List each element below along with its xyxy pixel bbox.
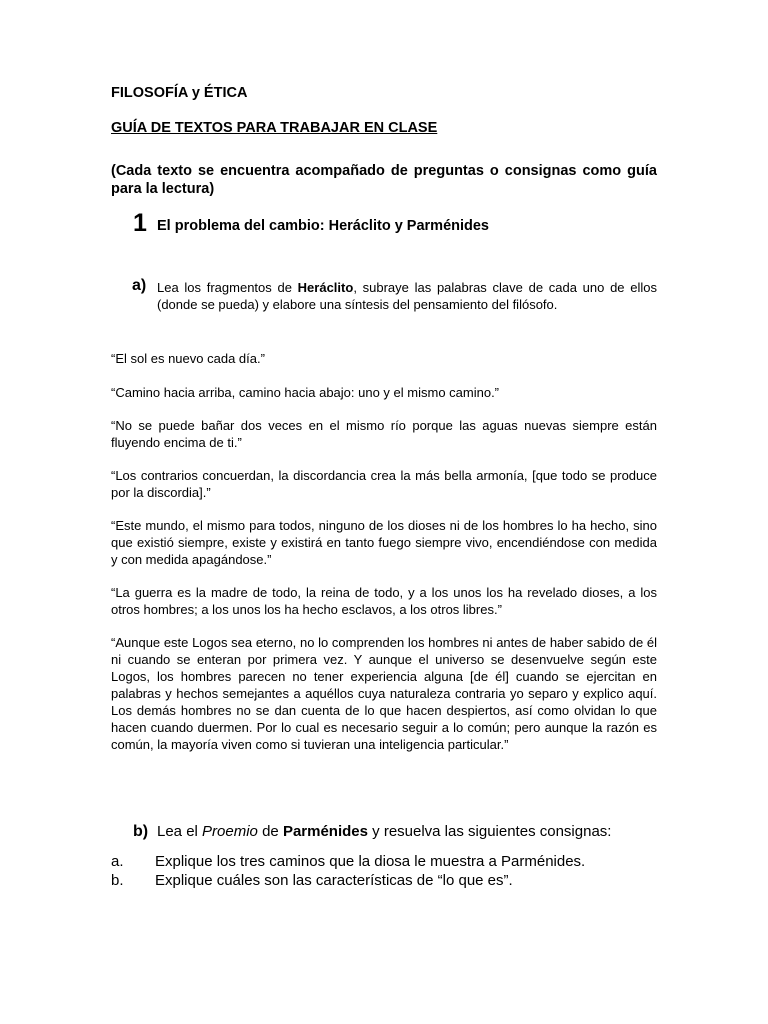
fragment-6: “La guerra es la madre de todo, la reina de todo, y a los unos los ha revelado dioses, a los otros hombres; a los unos los ha hecho esclavos, a los otros libres.” — [111, 585, 657, 617]
section-title: El problema del cambio: Heráclito y Parménides — [157, 218, 489, 234]
question-a-text-after: , subraye las palabras clave de cada uno de ellos (donde se pueda) y elabore una síntesis del pensamiento del filósofo. — [157, 280, 657, 312]
question-b-text-1: Lea el — [157, 823, 203, 840]
guide-note: (Cada texto se encuentra acompañado de preguntas o consignas como guía para la lectura) — [111, 163, 657, 197]
fragment-3: “No se puede bañar dos veces en el mismo río porque las aguas nuevas siempre están fluyendo encima de ti.” — [111, 418, 657, 450]
list-item-label: b. — [111, 872, 124, 889]
question-b-work: Proemio — [202, 823, 258, 840]
fragment-2: “Camino hacia arriba, camino hacia abajo: uno y el mismo camino.” — [111, 385, 500, 400]
fragment-1: “El sol es nuevo cada día.” — [111, 351, 265, 366]
question-a-author: Heráclito — [297, 280, 354, 295]
question-b-text-3: y resuelva las siguientes consignas: — [367, 823, 612, 840]
list-item-label: a. — [111, 853, 124, 870]
question-b-letter: b) — [133, 823, 149, 840]
fragment-7: “Aunque este Logos sea eterno, no lo comprenden los hombres ni antes de haber sabido de él ni cuando se enteran por primera vez. Y aunque el universo se desenvuelve según este Logos, los hombres parecen no tener experiencia alguna [de él] cuando se ejercitan en palabras y hechos semejantes a aquéllos cuya naturaleza contraria yo separo y explico aquí. Los demás hombres no se dan cuenta de lo que hacen despiertos, así como olvidan lo que hacen cuando duermen. Por lo cual es necesario seguir a lo común; pero aunque la razón es común, la mayoría viven como si tuvieran una inteligencia particular.” — [111, 635, 657, 752]
list-item-text: Explique los tres caminos que la diosa le muestra a Parménides. — [155, 853, 586, 870]
section-number: 1 — [133, 209, 147, 237]
question-b-text — [157, 823, 611, 840]
question-a-text — [157, 279, 657, 313]
fragment-4: “Los contrarios concuerdan, la discordancia crea la más bella armonía, [que todo se produce por la discordia].” — [111, 468, 657, 500]
list-item-text: Explique cuáles son las características de “lo que es”. — [155, 872, 513, 889]
subject-title: FILOSOFÍA y ÉTICA — [111, 85, 248, 101]
fragment-5: “Este mundo, el mismo para todos, ninguno de los dioses ni de los hombres lo ha hecho, sino que existió siempre, existe y existirá en tanto fuego siempre vivo, encendiéndose con medida y con medida apagándose.” — [111, 518, 657, 567]
question-b-author: Parménides — [282, 823, 368, 840]
question-a-letter: a) — [132, 277, 147, 294]
guide-title: GUÍA DE TEXTOS PARA TRABAJAR EN CLASE — [111, 120, 438, 136]
question-a-text-before: Lea los fragmentos de — [157, 280, 298, 295]
question-b-text-2: de — [257, 823, 283, 840]
